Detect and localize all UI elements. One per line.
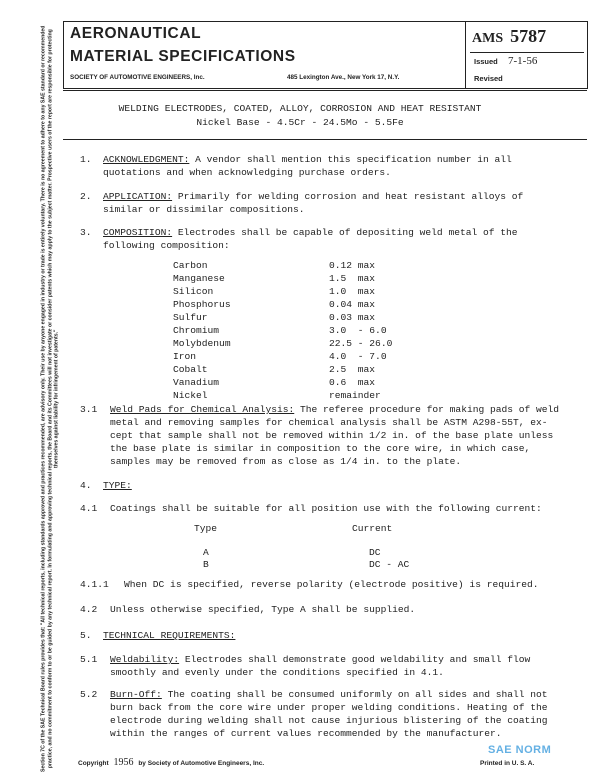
composition-element: Silicon (173, 286, 214, 297)
composition-value: 2.5 max (329, 364, 376, 375)
section-3-1-heading: Weld Pads for Chemical Analysis: (110, 404, 295, 415)
section-3-1-line-3: cept that sample shall not be removed within 1/2 in. of the base plate unless (110, 430, 554, 441)
composition-element: Iron (173, 351, 197, 362)
section-4-1-1-number: 4.1.1 (80, 579, 109, 590)
spec-number: 5787 (510, 26, 547, 46)
issued-label: Issued (474, 57, 498, 66)
type-row-1-current: DC (369, 547, 381, 558)
section-5-1-line-2: smoothly and evenly under the conditions specified in 4.1. (110, 667, 444, 678)
society-address: 485 Lexington Ave., New York 17, N.Y. (287, 74, 400, 81)
copyright-label: Copyright (78, 760, 109, 767)
composition-value: 0.04 max (329, 299, 376, 310)
footer-printed: Printed in U. S. A. (480, 760, 535, 767)
doc-title-line-1: WELDING ELECTRODES, COATED, ALLOY, CORROSION AND HEAT RESISTANT (118, 103, 482, 114)
section-5-number: 5. (80, 630, 92, 641)
spec-rule (470, 52, 584, 53)
composition-value: 1.0 max (329, 286, 376, 297)
spec-prefix: AMS (472, 31, 504, 46)
section-2-heading: APPLICATION: (103, 191, 173, 202)
watermark (488, 744, 551, 756)
composition-table (173, 259, 392, 402)
composition-value: 1.5 max (329, 273, 376, 284)
type-row-2-current: DC - AC (369, 559, 410, 570)
society-name: SOCIETY OF AUTOMOTIVE ENGINEERS, Inc. (70, 74, 205, 81)
section-3-1-line-2: metal and removing samples for chemical analysis shall be ASTM A298-55T, ex- (110, 417, 548, 428)
type-row-1-type: A (203, 547, 209, 558)
section-4-number: 4. (80, 480, 92, 491)
composition-value: 22.5 - 26.0 (329, 338, 393, 349)
title-line-1: AERONAUTICAL (70, 25, 202, 42)
composition-row (173, 298, 392, 311)
section-5-2-number: 5.2 (80, 689, 98, 700)
section-3-text-1: Electrodes shall be capable of depositing weld metal of the (172, 227, 518, 238)
section-5-2-line-4: within the ranges of current values recommended by the manufacturer. (110, 728, 502, 739)
section-3-1-line-4: the base plate is similar in composition to the core wire, in which case, (110, 443, 531, 454)
section-2-line-2: similar or dissimilar compositions. (103, 204, 305, 215)
section-1-line-1 (103, 153, 512, 166)
section-4-1-1-line-1: When DC is specified, reverse polarity (electrode positive) is required. (124, 579, 539, 590)
composition-value: 4.0 - 7.0 (329, 351, 387, 362)
section-4-2-line-1: Unless otherwise specified, Type A shall be supplied. (110, 604, 416, 615)
composition-row (173, 389, 392, 402)
type-row-2-type: B (203, 559, 209, 570)
composition-element: Cobalt (173, 364, 208, 375)
section-3-1-text-1: The referee procedure for making pads of weld (294, 404, 560, 415)
section-5-2-line-1 (110, 688, 548, 701)
revised-label: Revised (474, 74, 503, 83)
section-1-line-2: quotations and when acknowledging purchase orders. (103, 167, 391, 178)
copyright-year: 1956 (113, 757, 134, 768)
section-1-heading: ACKNOWLEDGMENT: (103, 154, 190, 165)
section-3-1-number: 3.1 (80, 404, 98, 415)
section-4-heading: TYPE: (103, 480, 132, 491)
composition-row (173, 337, 392, 350)
section-5-1-line-1 (110, 653, 530, 666)
section-1-text-1: A vendor shall mention this specification number in all (189, 154, 512, 165)
section-3-1-line-5: samples may be removed from as close as 1/4 in. to the plate. (110, 456, 462, 467)
composition-value: 3.0 - 6.0 (329, 325, 387, 336)
section-5-2-line-3: electrode during welding shall not cause injurious blistering of the coating (110, 715, 548, 726)
composition-element: Phosphorus (173, 299, 231, 310)
section-3-heading: COMPOSITION: (103, 227, 173, 238)
section-2-text-1: Primarily for welding corrosion and heat resistant alloys of (172, 191, 524, 202)
section-5-2-text-1: The coating shall be consumed uniformly on all sides and shall not (161, 689, 548, 700)
composition-element: Vanadium (173, 377, 220, 388)
section-5-1-heading: Weldability: (110, 654, 180, 665)
current-column-header: Current (352, 523, 393, 534)
spec-id (472, 26, 546, 47)
composition-value: remainder (329, 390, 381, 401)
section-5-1-number: 5.1 (80, 654, 98, 665)
sidebar-disclaimer: Section 7C of the SAE Technical Board rules provides that: "All technical reports, including standards approved and practices recommended, are advisory only. Their use by anyone engaged in industry or trade is entirely voluntary. There is no agreement to adhere to any SAE standard or recommended practice, and no commitment to conform to or be guided by any technical report. In formulating and approving technical reports, the Board and its Committees will not investigate or consider patents which may apply to the subject matter. Prospective users of the report are responsible for protecting themselves against liability for infringement of patents." (40, 25, 60, 772)
section-4-2-number: 4.2 (80, 604, 98, 615)
copyright-by: by Society of Automotive Engineers, Inc. (138, 760, 265, 767)
section-2-line-1 (103, 190, 523, 203)
doc-title-line-2: Nickel Base - 4.5Cr - 24.5Mo - 5.5Fe (196, 117, 404, 128)
title-line-2: MATERIAL SPECIFICATIONS (70, 48, 296, 65)
composition-row (173, 376, 392, 389)
section-3-1-line-1 (110, 403, 559, 416)
composition-element: Manganese (173, 273, 225, 284)
section-4-1-number: 4.1 (80, 503, 98, 514)
section-1-number: 1. (80, 154, 92, 165)
composition-row (173, 350, 392, 363)
composition-row (173, 272, 392, 285)
composition-element: Molybdenum (173, 338, 231, 349)
composition-value: 0.6 max (329, 377, 376, 388)
type-column-header: Type (194, 523, 218, 534)
footer-copyright (78, 757, 264, 768)
section-2-number: 2. (80, 191, 92, 202)
header-rule (63, 90, 587, 91)
title-rule (63, 139, 587, 140)
issued-date: 7-1-56 (508, 55, 538, 67)
header-divider (465, 21, 466, 89)
watermark-text: SAE NORM (488, 744, 552, 756)
composition-value: 0.12 max (329, 260, 376, 271)
composition-element: Carbon (173, 260, 208, 271)
composition-row (173, 311, 392, 324)
section-3-number: 3. (80, 227, 92, 238)
composition-element: Sulfur (173, 312, 208, 323)
composition-row (173, 285, 392, 298)
section-3-line-1 (103, 226, 518, 239)
composition-row (173, 363, 392, 376)
composition-value: 0.03 max (329, 312, 376, 323)
section-4-1-line-1: Coatings shall be suitable for all position use with the following current: (110, 503, 542, 514)
section-5-1-text-1: Electrodes shall demonstrate good weldability and small flow (179, 654, 531, 665)
section-5-heading: TECHNICAL REQUIREMENTS: (103, 630, 236, 641)
composition-element: Chromium (173, 325, 220, 336)
composition-row (173, 259, 392, 272)
section-5-2-heading: Burn-Off: (110, 689, 162, 700)
composition-row (173, 324, 392, 337)
section-3-line-2: following composition: (103, 240, 230, 251)
composition-element: Nickel (173, 390, 208, 401)
section-5-2-line-2: burn back from the core wire under proper welding conditions. Heating of the (110, 702, 548, 713)
